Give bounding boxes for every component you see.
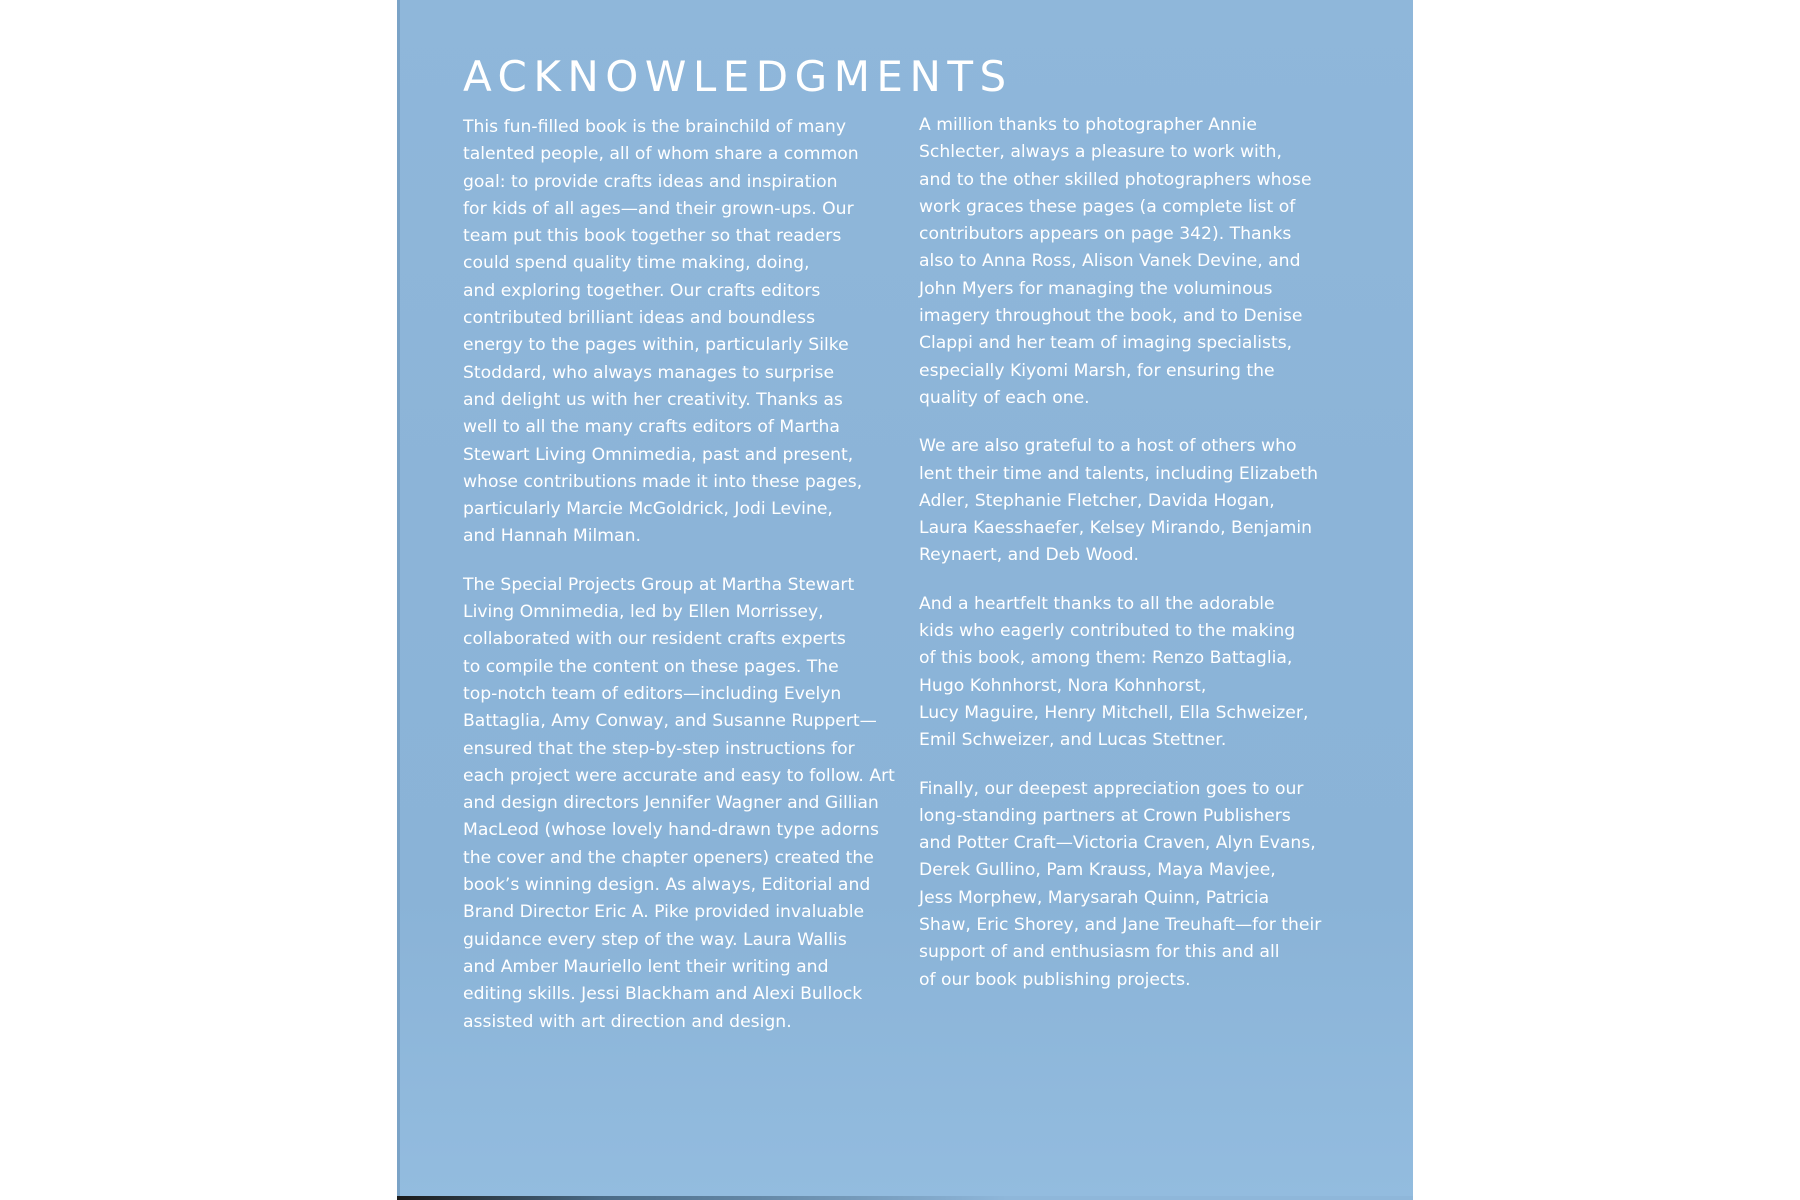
left-column [463,114,908,1036]
paragraph-publishers: Finally, our deepest appreciation goes to our long-standing partners at Crown Publishers and Potter Craft—Victoria Craven, Alyn Evans, Derek Gullino, Pam Krauss, Maya Mavjee, Jess Morphew, Marysarah Quinn, Patricia Shaw, Eric Shorey, and Jane Treuhaft—for their support of and enthusiasm for this and all of our book publishing projects. [919,778,1322,990]
page-edge-shadow [397,1196,1413,1200]
paragraph-kids: And a heartfelt thanks to all the adorable kids who eagerly contributed to the making of this book, among them: Renzo Battaglia, Hugo Kohnhorst, Nora Kohnhorst, Lucy Maguire, Henry Mitchell, Ella Schweizer, Emil Schweizer, and Lucas Stettner. [919,593,1309,751]
book-page [397,0,1413,1200]
paragraph-photographers: A million thanks to photographer Annie Schlecter, always a pleasure to work with, and to the other skilled photographers whose work graces these pages (a complete list of contributors appears on page 342). Thanks also to Anna Ross, Alison Vanek Devine, and John Myers for managing the voluminous imagery throughout the book, and to Denise Clappi and her team of imaging specialists, especially Kiyomi Marsh, for ensuring the quality of each one. [919,115,1312,408]
paragraph-others: We are also grateful to a host of others who lent their time and talents, including Elizabeth Adler, Stephanie Fletcher, Davida Hogan, Laura Kaesshaefer, Kelsey Mirando, Benjamin Reynaert, and Deb Wood. [919,436,1319,566]
paragraph-special-projects: The Special Projects Group at Martha Stewart Living Omnimedia, led by Ellen Morrissey, collaborated with our resident crafts experts to compile the content on these pages. The top-notch team of editors—including Evelyn Battaglia, Amy Conway, and Susanne Ruppert— ensured that the step-by-step instructions for each project were accurate and easy to follow. Art and design directors Jennifer Wagner and Gillian MacLeod (whose lovely hand-drawn type adorns the cover and the chapter openers) created the book’s winning design. As always, Editorial and Brand Director Eric A. Pike provided invaluable guidance every step of the way. Laura Wallis and Amber Mauriello lent their writing and editing skills. Jessi Blackham and Alexi Bullock assisted with art direction and design. [463,574,895,1032]
right-column [919,112,1369,994]
paragraph-crafts-editors: This fun-filled book is the brainchild of many talented people, all of whom share a common goal: to provide crafts ideas and inspiration for kids of all ages—and their grown-ups. Our team put this book together so that readers could spend quality time making, doing, and exploring together. Our crafts editors contributed brilliant ideas and boundless energy to the pages within, particularly Silke Stoddard, who always manages to surprise and delight us with her creativity. Thanks as well to all the many crafts editors of Martha Stewart Living Omnimedia, past and present, whose contributions made it into these pages, particularly Marcie McGoldrick, Jodi Levine, and Hannah Milman. [463,117,863,547]
page-heading: ACKNOWLEDGMENTS [463,52,1013,101]
